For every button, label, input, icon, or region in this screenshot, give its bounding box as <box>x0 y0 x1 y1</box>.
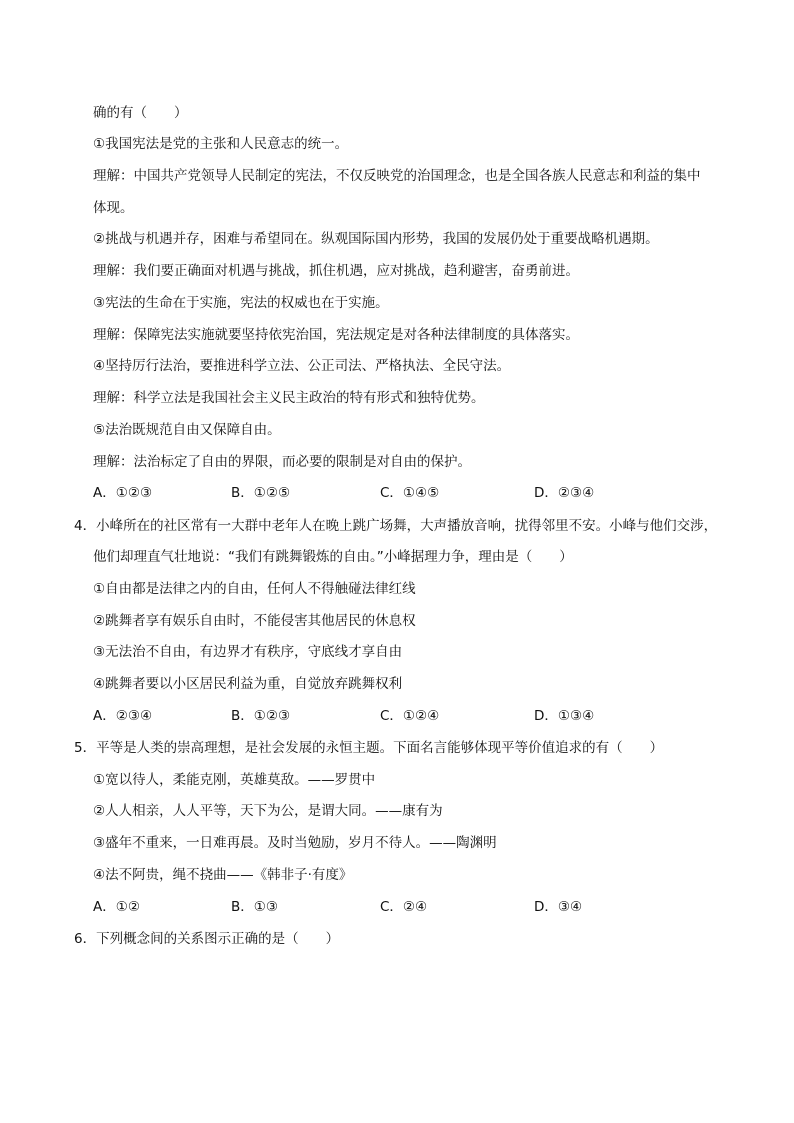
q3-statement-2: ②挑战与机遇并存，困难与希望同在。纵观国际国内形势，我国的发展仍处于重要战略机遇期。 <box>93 231 659 247</box>
q3-explanation-1-cont: 体现。 <box>93 200 134 216</box>
q5-option-a[interactable]: A．①② <box>93 899 140 915</box>
q4-stem-line-1: 4．小峰所在的社区常有一大群中老年人在晚上跳广场舞，大声播放音响，扰得邻里不安。小峰与他们交涉， <box>74 518 718 534</box>
q5-quote-3: ③盛年不重来，一日难再晨。及时当勉励，岁月不待人。——陶渊明 <box>93 835 497 851</box>
q4-statement-3: ③无法治不自由，有边界才有秩序，守底线才享自由 <box>93 644 403 660</box>
q5-quote-4: ④法不阿贵，绳不挠曲——《韩非子·有度》 <box>93 867 353 883</box>
q3-explanation-5: 理解：法治标定了自由的界限，而必要的限制是对自由的保护。 <box>93 454 471 470</box>
q5-quote-1: ①宽以待人，柔能克刚，英雄莫敌。——罗贯中 <box>93 772 376 788</box>
q4-statement-2: ②跳舞者享有娱乐自由时，不能侵害其他居民的休息权 <box>93 613 416 629</box>
q4-option-c[interactable]: C．①②④ <box>380 708 440 724</box>
q3-explanation-2: 理解：我们要正确面对机遇与挑战，抓住机遇，应对挑战，趋利避害，奋勇前进。 <box>93 263 579 279</box>
q3-option-a[interactable]: A．①②③ <box>93 485 153 501</box>
q4-option-b[interactable]: B．①②③ <box>231 708 291 724</box>
q5-option-c[interactable]: C．②④ <box>380 899 428 915</box>
q3-explanation-3: 理解：保障宪法实施就要坚持依宪治国，宪法规定是对各种法律制度的具体落实。 <box>93 327 579 343</box>
q3-explanation-4: 理解：科学立法是我国社会主义民主政治的特有形式和独特优势。 <box>93 390 485 406</box>
q6-stem: 6．下列概念间的关系图示正确的是（ ） <box>74 931 340 947</box>
q3-explanation-1: 理解：中国共产党领导人民制定的宪法，不仅反映党的治国理念，也是全国各族人民意志和利益的集中 <box>93 168 701 184</box>
q5-quote-2: ②人人相亲，人人平等，天下为公，是谓大同。——康有为 <box>93 803 443 819</box>
q5-option-b[interactable]: B．①③ <box>231 899 278 915</box>
q4-option-a[interactable]: A．②③④ <box>93 708 153 724</box>
q3-statement-1: ①我国宪法是党的主张和人民意志的统一。 <box>93 136 349 152</box>
q4-statement-1: ①自由都是法律之内的自由，任何人不得触碰法律红线 <box>93 581 416 597</box>
q3-statement-3: ③宪法的生命在于实施，宪法的权威也在于实施。 <box>93 295 389 311</box>
q4-option-d[interactable]: D．①③④ <box>534 708 595 724</box>
q3-statement-5: ⑤法治既规范自由又保障自由。 <box>93 422 281 438</box>
q4-options <box>93 706 713 726</box>
q5-stem: 5．平等是人类的崇高理想，是社会发展的永恒主题。下面名言能够体现平等价值追求的有（ ） <box>74 740 664 756</box>
q3-stem-continuation: 确的有（ ） <box>93 105 188 121</box>
q3-option-c[interactable]: C．①④⑤ <box>380 485 440 501</box>
q4-stem-line-2: 他们却理直气壮地说：“我们有跳舞锻炼的自由。”小峰据理力争，理由是（ ） <box>93 549 573 565</box>
q3-statement-4: ④坚持厉行法治，要推进科学立法、公正司法、严格执法、全民守法。 <box>93 358 511 374</box>
q3-option-b[interactable]: B．①②⑤ <box>231 485 291 501</box>
q3-option-d[interactable]: D．②③④ <box>534 485 595 501</box>
q4-statement-4: ④跳舞者要以小区居民利益为重，自觉放弃跳舞权利 <box>93 676 403 692</box>
q5-options <box>93 897 713 917</box>
q3-options <box>93 483 713 503</box>
q5-option-d[interactable]: D．③④ <box>534 899 583 915</box>
